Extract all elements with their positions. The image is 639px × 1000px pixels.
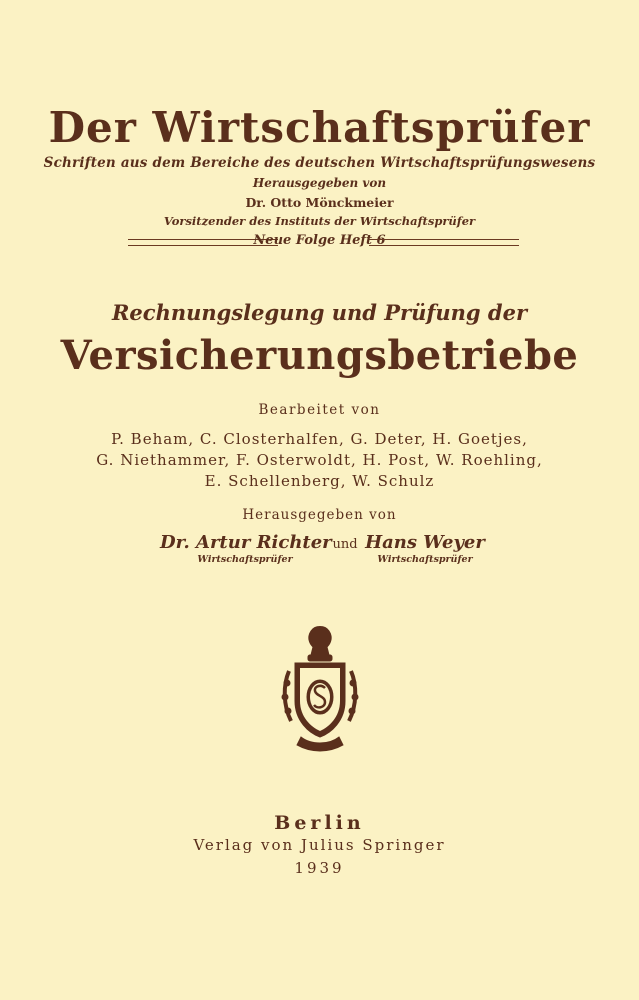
editor-2-role: Wirtschaftsprüfer: [377, 554, 473, 565]
imprint-publisher: Verlag von Julius Springer: [193, 836, 446, 854]
series-editor-role: Vorsitzender des Instituts der Wirtschaftsprüfer: [163, 214, 476, 228]
series-number: Neue Folge Heft 6: [253, 233, 386, 248]
series-title: Der Wirtschaftsprüfer: [48, 103, 591, 152]
editors-label: Herausgegeben von: [242, 507, 397, 523]
book-title-line-1: Rechnungslegung und Prüfung der: [111, 300, 528, 325]
authors-label: Bearbeitet von: [258, 402, 381, 418]
editor-1-name: Dr. Artur Richter: [160, 532, 332, 553]
series-editor: Dr. Otto Mönckmeier: [245, 195, 394, 210]
series-editor-label: Herausgegeben von: [252, 176, 387, 190]
springer-knight-emblem-icon: [281, 625, 359, 753]
series-subtitle: Schriften aus dem Bereiche des deutschen Wirtschaftsprüfungswesens: [43, 155, 596, 171]
imprint-year: 1939: [294, 859, 345, 877]
book-title-main: Versicherungsbetriebe: [60, 332, 579, 379]
editor-1-role: Wirtschaftsprüfer: [197, 554, 293, 565]
editor-2: [355, 532, 495, 565]
editor-1: [160, 532, 330, 565]
editor-2-name: Hans Weyer: [365, 532, 485, 553]
authors-line-3: E. Schellenberg, W. Schulz: [204, 472, 435, 490]
authors-line-1: P. Beham, C. Closterhalfen, G. Deter, H. Goetjes,: [111, 430, 528, 448]
authors-line-2: G. Niethammer, F. Osterwoldt, H. Post, W. Roehling,: [96, 451, 543, 469]
editors-conjunction: und: [332, 537, 358, 552]
divider-right: [369, 239, 519, 246]
imprint-place: Berlin: [274, 812, 365, 834]
